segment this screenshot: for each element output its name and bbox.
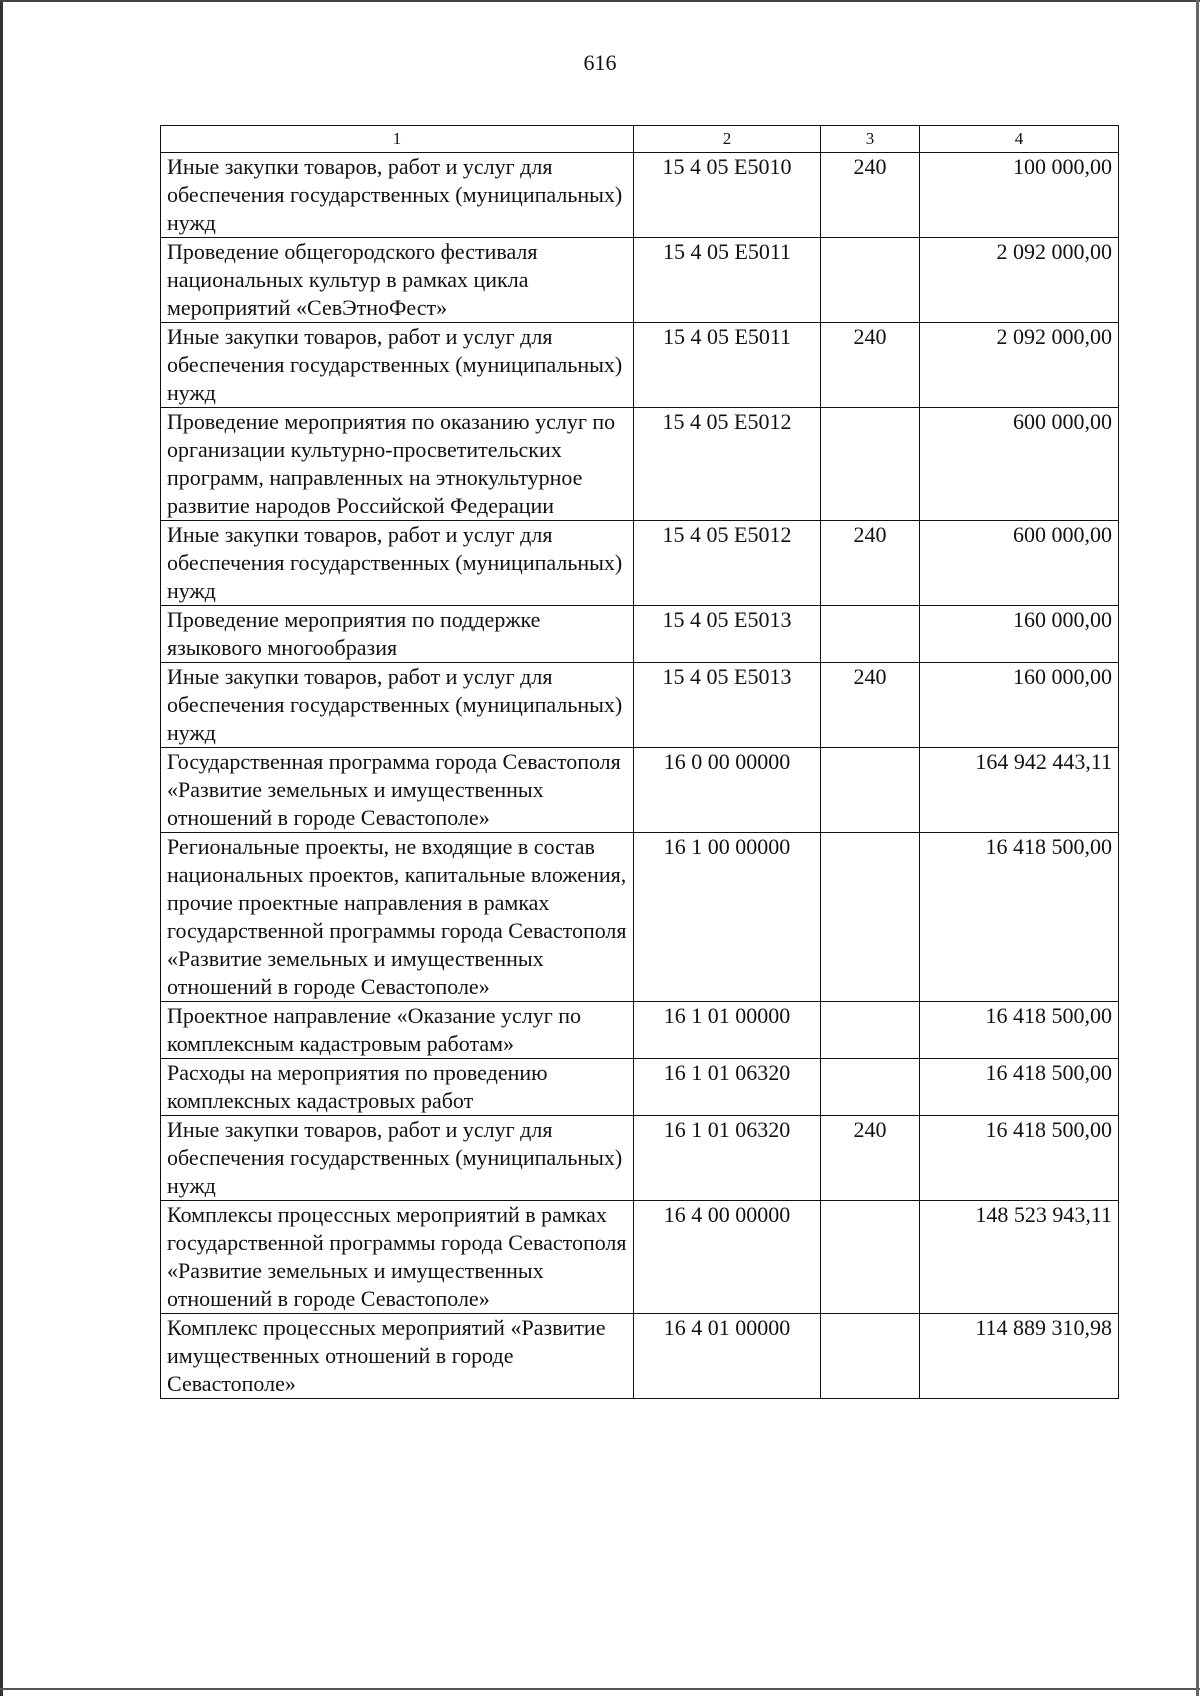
row-name-cell: Проведение общегородского фестиваля национальных культур в рамках цикла мероприятий «СевЭтноФест» xyxy=(161,238,634,323)
row-amount-cell: 16 418 500,00 xyxy=(920,1059,1119,1116)
header-col-4: 4 xyxy=(920,126,1119,153)
row-code-cell: 16 1 00 00000 xyxy=(634,833,821,1002)
table-row xyxy=(161,606,1119,663)
page-number: 616 xyxy=(583,50,617,75)
scan-edge-left xyxy=(0,0,3,1696)
row-type-cell xyxy=(821,606,920,663)
row-type-cell xyxy=(821,1201,920,1314)
row-type-cell: 240 xyxy=(821,323,920,408)
row-name-cell: Иные закупки товаров, работ и услуг для обеспечения государственных (муниципальных) нужд xyxy=(161,521,634,606)
row-amount-cell: 160 000,00 xyxy=(920,663,1119,748)
row-name-cell: Проведение мероприятия по поддержке языкового многообразия xyxy=(161,606,634,663)
header-row xyxy=(161,126,1119,153)
table-body xyxy=(161,153,1119,1399)
row-name-cell: Иные закупки товаров, работ и услуг для обеспечения государственных (муниципальных) нужд xyxy=(161,153,634,238)
table-row xyxy=(161,1314,1119,1399)
row-name-cell: Иные закупки товаров, работ и услуг для обеспечения государственных (муниципальных) нужд xyxy=(161,663,634,748)
table-row xyxy=(161,521,1119,606)
row-code-cell: 16 1 01 06320 xyxy=(634,1059,821,1116)
table-row xyxy=(161,153,1119,238)
row-name-cell: Проектное направление «Оказание услуг по комплексным кадастровым работам» xyxy=(161,1002,634,1059)
row-type-cell xyxy=(821,1314,920,1399)
row-amount-cell: 16 418 500,00 xyxy=(920,833,1119,1002)
row-code-cell: 16 1 01 06320 xyxy=(634,1116,821,1201)
row-amount-cell: 600 000,00 xyxy=(920,521,1119,606)
row-type-cell: 240 xyxy=(821,663,920,748)
table-row xyxy=(161,1059,1119,1116)
row-type-cell xyxy=(821,833,920,1002)
scan-edge-bottom xyxy=(0,1688,1200,1690)
budget-table xyxy=(160,125,1119,1399)
row-type-cell: 240 xyxy=(821,1116,920,1201)
table-header xyxy=(161,126,1119,153)
row-code-cell: 16 1 01 00000 xyxy=(634,1002,821,1059)
row-type-cell xyxy=(821,408,920,521)
header-col-1: 1 xyxy=(161,126,634,153)
row-type-cell: 240 xyxy=(821,153,920,238)
row-code-cell: 16 4 00 00000 xyxy=(634,1201,821,1314)
row-name-cell: Государственная программа города Севастополя «Развитие земельных и имущественных отношений в городе Севастополе» xyxy=(161,748,634,833)
row-amount-cell: 148 523 943,11 xyxy=(920,1201,1119,1314)
table-row xyxy=(161,663,1119,748)
row-type-cell xyxy=(821,1059,920,1116)
row-amount-cell: 600 000,00 xyxy=(920,408,1119,521)
header-col-2: 2 xyxy=(634,126,821,153)
row-code-cell: 15 4 05 E5011 xyxy=(634,238,821,323)
row-code-cell: 15 4 05 E5013 xyxy=(634,606,821,663)
row-name-cell: Проведение мероприятия по оказанию услуг по организации культурно-просветительских программ, направленных на этнокультурное развитие народов Российской Федерации xyxy=(161,408,634,521)
table-row xyxy=(161,238,1119,323)
header-col-3: 3 xyxy=(821,126,920,153)
table-row xyxy=(161,1201,1119,1314)
row-type-cell xyxy=(821,1002,920,1059)
row-name-cell: Расходы на мероприятия по проведению комплексных кадастровых работ xyxy=(161,1059,634,1116)
row-type-cell xyxy=(821,748,920,833)
row-code-cell: 16 0 00 00000 xyxy=(634,748,821,833)
table-row xyxy=(161,1002,1119,1059)
row-name-cell: Комплексы процессных мероприятий в рамках государственной программы города Севастополя «Развитие земельных и имущественных отношений в городе Севастополе» xyxy=(161,1201,634,1314)
row-code-cell: 15 4 05 E5010 xyxy=(634,153,821,238)
table-row xyxy=(161,1116,1119,1201)
row-name-cell: Комплекс процессных мероприятий «Развитие имущественных отношений в городе Севастополе» xyxy=(161,1314,634,1399)
row-name-cell: Иные закупки товаров, работ и услуг для обеспечения государственных (муниципальных) нужд xyxy=(161,1116,634,1201)
row-code-cell: 15 4 05 E5012 xyxy=(634,521,821,606)
row-type-cell: 240 xyxy=(821,521,920,606)
row-amount-cell: 16 418 500,00 xyxy=(920,1116,1119,1201)
row-name-cell: Региональные проекты, не входящие в состав национальных проектов, капитальные вложения, прочие проектные направления в рамках государственной программы города Севастополя «Развитие земельных и имущественных отношений в городе Севастополе» xyxy=(161,833,634,1002)
row-type-cell xyxy=(821,238,920,323)
row-amount-cell: 114 889 310,98 xyxy=(920,1314,1119,1399)
row-amount-cell: 16 418 500,00 xyxy=(920,1002,1119,1059)
row-code-cell: 15 4 05 E5012 xyxy=(634,408,821,521)
row-code-cell: 15 4 05 E5013 xyxy=(634,663,821,748)
scan-edge-right xyxy=(1196,0,1199,1696)
table-row xyxy=(161,748,1119,833)
table-row xyxy=(161,323,1119,408)
scan-edge-top xyxy=(0,0,1200,2)
row-amount-cell: 160 000,00 xyxy=(920,606,1119,663)
row-code-cell: 16 4 01 00000 xyxy=(634,1314,821,1399)
row-name-cell: Иные закупки товаров, работ и услуг для обеспечения государственных (муниципальных) нужд xyxy=(161,323,634,408)
row-amount-cell: 2 092 000,00 xyxy=(920,238,1119,323)
table-row xyxy=(161,833,1119,1002)
table-row xyxy=(161,408,1119,521)
row-amount-cell: 100 000,00 xyxy=(920,153,1119,238)
row-code-cell: 15 4 05 E5011 xyxy=(634,323,821,408)
row-amount-cell: 164 942 443,11 xyxy=(920,748,1119,833)
row-amount-cell: 2 092 000,00 xyxy=(920,323,1119,408)
